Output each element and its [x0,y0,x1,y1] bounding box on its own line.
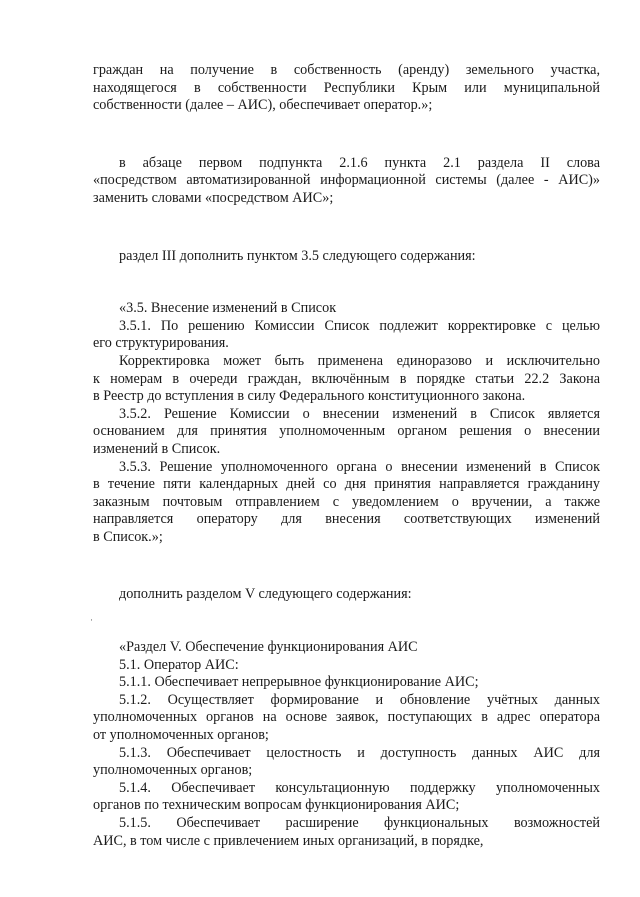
section-3-5 [93,300,600,546]
text-line: граждан на получение в собственность (аренду) земельного участка, [93,62,600,78]
section-v [93,639,600,850]
text-line: в абзаце первом подпункта 2.1.6 пункта 2.1 раздела II слова [119,154,600,171]
text-line: направляется оператору для внесения соответствующих изменений [93,511,600,528]
paragraph-section-iii: раздел III дополнить пунктом 3.5 следующего содержания: [119,247,476,264]
spacer [93,546,600,586]
text-line: Корректировка может быть применена единоразово и исключительно [119,352,600,369]
paragraph-section-v: дополнить разделом V следующего содержания: [119,586,412,603]
text-line: 5.1.1. Обеспечивает непрерывное функционирование АИС; [119,674,479,691]
paragraph-subpoint-2-1-6 [93,155,600,208]
text-line: его структурирования. [93,335,229,352]
text-line: 5.1.3. Обеспечивает целостность и доступность данных АИС для [119,744,600,761]
spacer [93,115,600,155]
spacer [93,208,600,248]
scan-speck: · [90,615,93,625]
text-line: находящегося в собственности Республики Крым или муниципальной [93,79,600,96]
text-line: изменений в Список. [93,440,221,457]
text-line: к номерам в очереди граждан, включённым в порядке статьи 22.2 Закона [93,370,600,387]
text-line: органов по техническим вопросам функционирования АИС; [93,797,460,814]
paragraph-intro [93,62,600,115]
text-line: 3.5.3. Решение уполномоченного органа о внесении изменений в Список [119,458,600,475]
text-line: от уполномоченных органов; [93,727,269,744]
text-line: в Реестр до вступления в силу Федерального конституционного закона. [93,388,526,405]
spacer [93,604,600,639]
text-line: 5.1.4. Обеспечивает консультационную поддержку уполномоченных [119,779,600,796]
text-line: 5.1.5. Обеспечивает расширение функциональных возможностей [119,815,600,831]
spacer [93,265,600,300]
text-line: заменить словами «посредством АИС»; [93,189,334,206]
text-line: в Список.»; [93,528,163,545]
text-line: уполномоченных органов на основе заявок, поступающих в адрес оператора [93,709,600,726]
text-line: в течение пяти календарных дней со дня принятия направляется гражданину [93,476,600,493]
text-line: заказным почтовым отправлением с уведомлением о вручении, а также [93,493,600,510]
text-line: АИС, в том числе с привлечением иных организаций, в порядке, [93,832,484,849]
text-line: уполномоченных органов; [93,762,253,779]
text-line: собственности (далее – АИС), обеспечивает оператор.»; [93,97,433,114]
text-line: 3.5.2. Решение Комиссии о внесении изменений в Список является [119,405,600,422]
section-heading: «Раздел V. Обеспечение функционирования АИС [119,639,418,656]
text-line: «посредством автоматизированной информационной системы (далее - АИС)» [93,172,600,189]
section-heading: «3.5. Внесение изменений в Список [119,300,337,317]
text-line: 3.5.1. По решению Комиссии Список подлежит корректировке с целью [119,317,600,334]
text-line: 5.1.2. Осуществляет формирование и обновление учётных данных [119,691,600,708]
text-line: 5.1. Оператор АИС: [119,656,239,673]
text-line: основанием для принятия уполномоченным органом решения о внесении [93,423,600,440]
